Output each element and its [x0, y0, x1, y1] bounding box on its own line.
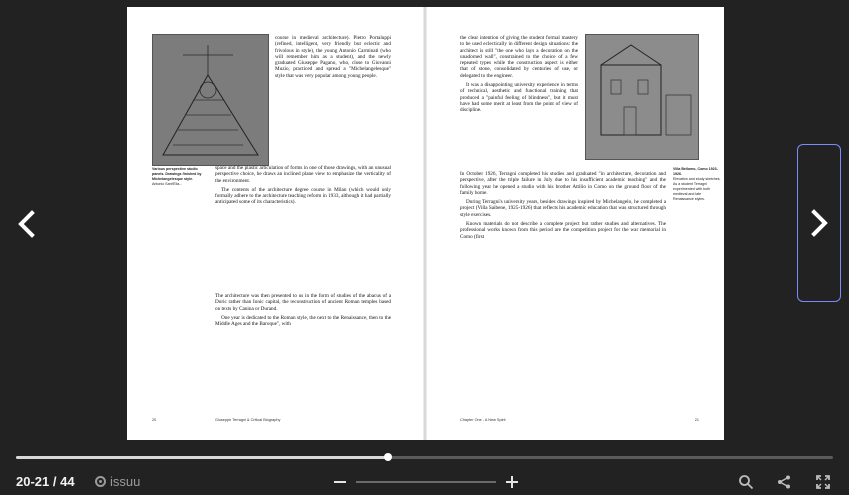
right-paragraph: the clear intention of giving the student formal mastery to be used eclectically in different design situations: the architect is still "the one who lays a decoration on the unadorned wall", constrained to the choice of a few repeated types while the construction aspect is either that of stone, consolidated by centuries of use, or delegated to the engineer.	[460, 35, 578, 79]
right-paragraph: In October 1926, Terragni completed his studies and graduated "in architecture, decoration and perspective, after the triple failure in July due to his insufficient academic teaching" and the following year he opened a studio with his brother Attilio in Como on the ground floor of the family home.	[460, 171, 666, 196]
issuu-logo-icon	[95, 476, 106, 487]
search-button[interactable]	[736, 472, 756, 492]
right-text-column-top	[460, 35, 578, 117]
right-page	[425, 7, 724, 440]
plus-icon	[504, 474, 520, 490]
left-caption-body: Antonio Sant'Elia...	[152, 182, 183, 186]
left-page	[127, 7, 425, 440]
right-folio-title: Chapter One - A New Spirit	[460, 418, 506, 422]
share-icon	[776, 474, 792, 490]
left-paragraph: space and the plastic articulation of forms in one of those drawings, with an unusual perspective choice, he draws an inclined plane view to emphasize the verticality of the environment.	[215, 165, 391, 184]
left-drawing-image	[152, 34, 269, 166]
page-progress-bar[interactable]	[16, 456, 833, 459]
right-text-column-main	[460, 171, 666, 243]
right-paragraph: It was a disappointing university experience in terms of technical, aesthetic and functional training that produced a "painful feeling of blindness", but it must have had some merit at least from the point of view of discipline.	[460, 82, 578, 114]
progress-fill	[16, 456, 388, 459]
bottom-toolbar	[0, 468, 849, 495]
zoom-in-button[interactable]	[502, 472, 522, 492]
brand-name: issuu	[110, 474, 141, 489]
fullscreen-icon	[815, 474, 831, 490]
progress-handle[interactable]	[384, 453, 392, 461]
right-folio-number: 21	[694, 418, 699, 422]
right-caption-title: Villa Bellomo, Como 1923-1926.	[673, 167, 718, 176]
right-drawing-image	[585, 34, 699, 160]
left-paragraph: The contents of the architecture degree course in Milan (which would only formally adhere to the architecture teaching reform in 1933, although it had partially anticipated some of its characteristics).	[215, 186, 391, 206]
page-indicator: 20-21 / 44	[16, 474, 75, 489]
left-caption	[152, 167, 204, 187]
next-page-button[interactable]	[797, 144, 841, 302]
chevron-left-icon	[16, 210, 38, 238]
left-folio-title: Giuseppe Terragni & Critical Biography	[215, 418, 281, 422]
left-folio-number: 20	[152, 418, 157, 422]
left-paragraph: course in medieval architecture). Pietro Portaluppi (refined, intelligent, very friendly but eclectic and frivolous in style), the young Antonio Carminati (who will remember him as a student), and the newly graduated Giuseppe Pagano, who, close to Giovanni Muzio, practiced and spread a "Michelangelesque" style that was very popular among young people.	[275, 35, 391, 79]
villa-sketch-icon	[586, 35, 698, 159]
share-button[interactable]	[774, 472, 794, 492]
left-paragraph: One year is dedicated to the Roman style, the next to the Renaissance, then to the Middle Ages and the Baroque", with	[215, 314, 391, 328]
right-paragraph: Known materials do not describe a complete project but rather studies and alternatives. The professional works known from this period are the competition project for the war memorial in Como (first	[460, 221, 666, 240]
left-text-column-bottom	[215, 293, 391, 330]
zoom-slider[interactable]	[356, 472, 496, 492]
right-paragraph: During Terragni's university years, besides drawings inspired by Michelangelo, he completed a project (Villa Saibene, 1925-1926) that reflects his academic education that was structured through style exercises.	[460, 199, 666, 218]
chevron-right-icon	[808, 209, 830, 237]
search-icon	[738, 474, 754, 490]
left-text-column-main	[215, 165, 391, 209]
left-paragraph: The architecture was then presented to us in the form of studies of the abacus of a Doric rather than Ionic capital, the reconstruction of ancient Roman temples based on texts by Canina or Durand.	[215, 293, 391, 312]
issuu-logo[interactable]	[95, 474, 140, 489]
perspective-sketch-icon	[153, 35, 268, 165]
zoom-track-icon	[356, 474, 496, 490]
zoom-out-button[interactable]	[330, 472, 350, 492]
right-caption	[673, 167, 721, 202]
page-gutter	[423, 7, 427, 440]
right-caption-body: Elevation and study sketches. As a student Terragni experimented with both medieval and late Renaissance styles.	[673, 177, 721, 201]
left-text-column-top	[275, 35, 391, 82]
fullscreen-button[interactable]	[813, 472, 833, 492]
previous-page-button[interactable]	[5, 145, 49, 303]
left-caption-title: Various perspective studio panels. Drawings finished by Michelangelesque style.	[152, 167, 202, 181]
minus-icon	[332, 474, 348, 490]
